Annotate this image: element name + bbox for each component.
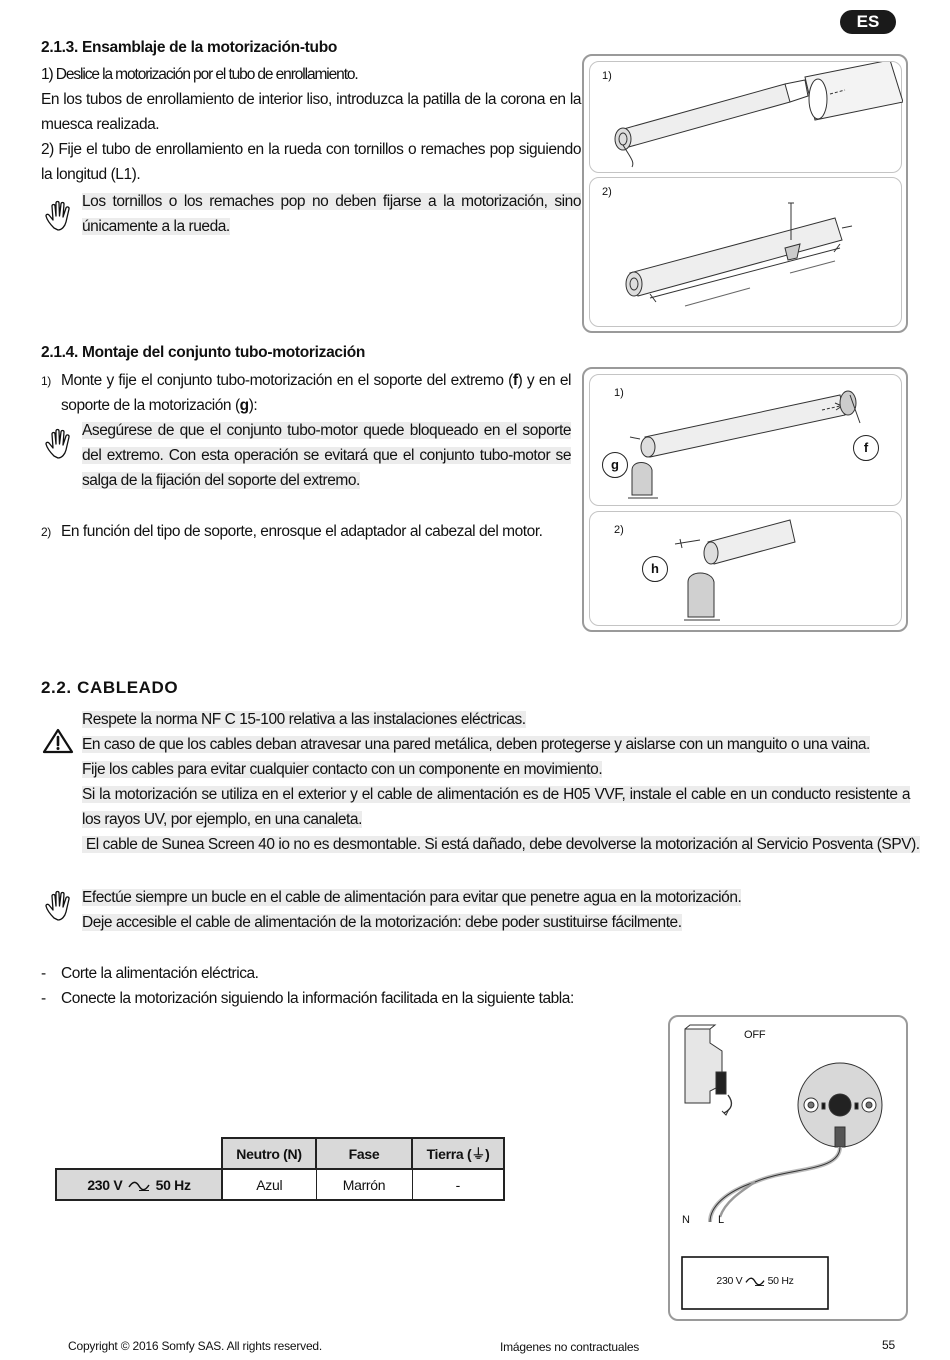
list-item bbox=[41, 961, 641, 986]
s214-step1-text bbox=[61, 368, 571, 418]
wiring-table bbox=[55, 1137, 505, 1201]
row-header-supply bbox=[56, 1169, 222, 1200]
wire-live-label: L bbox=[718, 1214, 725, 1226]
callout-h: h bbox=[642, 556, 668, 582]
figure-mount-step2-label: 2) bbox=[614, 524, 624, 536]
s22-warnings bbox=[82, 707, 920, 857]
note-item: Efectúe siempre un bucle en el cable de alimentación para evitar que penetre agua en la motorización. bbox=[82, 889, 742, 906]
s213-step1: 1) Deslice la motorización por el tubo de enrollamiento. bbox=[41, 66, 358, 83]
wire-neutral-label: N bbox=[682, 1214, 690, 1226]
table-header-row bbox=[56, 1138, 504, 1169]
warning-item: Respete la norma NF C 15-100 relativa a las instalaciones eléctricas. bbox=[82, 711, 526, 728]
power-supply-voltage: 230 V bbox=[716, 1275, 743, 1287]
breaker-off-label: OFF bbox=[744, 1029, 766, 1041]
ac-symbol-icon bbox=[745, 1277, 765, 1286]
s213-note-text: Los tornillos o los remaches pop no deben fijarse a la motorización, sino únicamente a la rueda. bbox=[82, 193, 581, 235]
s213-step1-detail: En los tubos de enrollamiento de interior liso, introduzca la patilla de la corona en la muesca realizada. bbox=[41, 91, 581, 133]
figure-step2-label: 2) bbox=[602, 186, 612, 198]
callout-g: g bbox=[602, 452, 628, 478]
column-header-phase: Fase bbox=[316, 1138, 412, 1169]
s22-notes bbox=[82, 885, 902, 935]
figure-step2-panel bbox=[589, 177, 902, 327]
bullet: - bbox=[41, 990, 46, 1007]
section-title-2-1-4: 2.1.4. Montaje del conjunto tubo-motorización bbox=[41, 344, 366, 361]
tube-fixing-illustration bbox=[590, 178, 903, 328]
step-text: Corte la alimentación eléctrica. bbox=[61, 965, 259, 982]
power-supply-frequency: 50 Hz bbox=[767, 1275, 794, 1287]
figure-mount-step1-panel bbox=[589, 374, 902, 506]
s214-note-text: Asegúrese de que el conjunto tubo-motor quede bloqueado en el soporte del extremo. Con esta operación se evitará que el conjunto tubo-motor se salga de la fijación del soporte del extremo. bbox=[82, 422, 571, 489]
figure-mount-step2-panel bbox=[589, 511, 902, 626]
s214-step1-ref-f: f bbox=[512, 372, 518, 389]
warning-item: Fije los cables para evitar cualquier contacto con un componente en movimiento. bbox=[82, 761, 603, 778]
note-item: Deje accesible el cable de alimentación de la motorización: debe poder sustituirse fácilmente. bbox=[82, 914, 682, 931]
section-title-2-2: 2.2. CABLEADO bbox=[41, 678, 179, 697]
s213-text-block bbox=[41, 62, 581, 187]
s214-step1-ref-g: g bbox=[239, 397, 249, 414]
hand-note-icon bbox=[44, 890, 76, 924]
s22-steps bbox=[41, 961, 641, 1011]
cell-earth-color: - bbox=[412, 1169, 504, 1200]
table-row bbox=[56, 1169, 504, 1200]
footer-copyright: Copyright © 2016 Somfy SAS. All rights reserved. bbox=[68, 1339, 323, 1353]
language-badge: ES bbox=[840, 10, 896, 34]
figure-tube-motor-mounting bbox=[582, 367, 908, 632]
callout-f: f bbox=[853, 435, 879, 461]
figure-step1-panel bbox=[589, 61, 902, 173]
list-item bbox=[41, 986, 641, 1011]
bullet: - bbox=[41, 965, 46, 982]
warning-triangle-icon bbox=[42, 728, 74, 754]
s214-step1-part-a: Monte y fije el conjunto tubo-motorización en el soporte del extremo ( bbox=[61, 372, 513, 389]
power-supply-box bbox=[682, 1275, 828, 1287]
s214-note bbox=[82, 418, 571, 493]
column-header-earth: Tierra (⏚) bbox=[412, 1138, 504, 1169]
s214-step1-number: 1) bbox=[41, 374, 51, 388]
figure-motor-tube-assembly bbox=[582, 54, 908, 333]
adapter-screw-illustration bbox=[590, 512, 903, 627]
warning-item: Si la motorización se utiliza en el exterior y el cable de alimentación es de H05 VVF, instale el cable en un conducto resistente a los rayos UV, por ejemplo, en una canaleta. bbox=[82, 786, 910, 828]
s213-note bbox=[82, 189, 581, 239]
wiring-illustration bbox=[670, 1017, 906, 1319]
ac-symbol-icon bbox=[128, 1181, 150, 1191]
s214-step1-part-b: ) y en el soporte de la motorización ( bbox=[61, 372, 571, 414]
hand-note-icon bbox=[44, 428, 76, 462]
figure-mount-step1-label: 1) bbox=[614, 387, 624, 399]
warning-item: El cable de Sunea Screen 40 io no es desmontable. Si está dañado, debe devolverse la motorización al Servicio Posventa (SPV). bbox=[82, 836, 920, 853]
figure-step1-label: 1) bbox=[602, 70, 612, 82]
figure-wiring bbox=[668, 1015, 908, 1321]
warning-item: En caso de que los cables deban atravesar una pared metálica, deben protegerse y aislarse con un manguito o una vaina. bbox=[82, 736, 870, 753]
s213-step2: 2) Fije el tubo de enrollamiento en la rueda con tornillos o remaches pop siguiendo la longitud (L1). bbox=[41, 141, 581, 183]
cell-neutral-color: Azul bbox=[222, 1169, 316, 1200]
s214-step1-part-c: ): bbox=[248, 397, 258, 414]
section-title-2-1-3: 2.1.3. Ensamblaje de la motorización-tubo bbox=[41, 39, 338, 56]
page-number: 55 bbox=[882, 1338, 895, 1352]
s214-step1 bbox=[41, 368, 571, 414]
cell-phase-color: Marrón bbox=[316, 1169, 412, 1200]
s214-step2-text: En función del tipo de soporte, enrosque el adaptador al cabezal del motor. bbox=[61, 523, 543, 540]
supply-voltage: 230 V bbox=[87, 1176, 123, 1193]
step-text: Conecte la motorización siguiendo la información facilitada en la siguiente tabla: bbox=[61, 990, 574, 1007]
s214-step2-number: 2) bbox=[41, 525, 51, 539]
motor-slide-illustration bbox=[590, 62, 903, 174]
footer-disclaimer: Imágenes no contractuales bbox=[500, 1340, 640, 1354]
table-corner bbox=[56, 1138, 222, 1169]
supply-frequency: 50 Hz bbox=[155, 1176, 191, 1193]
column-header-neutral: Neutro (N) bbox=[222, 1138, 316, 1169]
s214-step2 bbox=[41, 519, 571, 545]
hand-note-icon bbox=[44, 200, 76, 234]
